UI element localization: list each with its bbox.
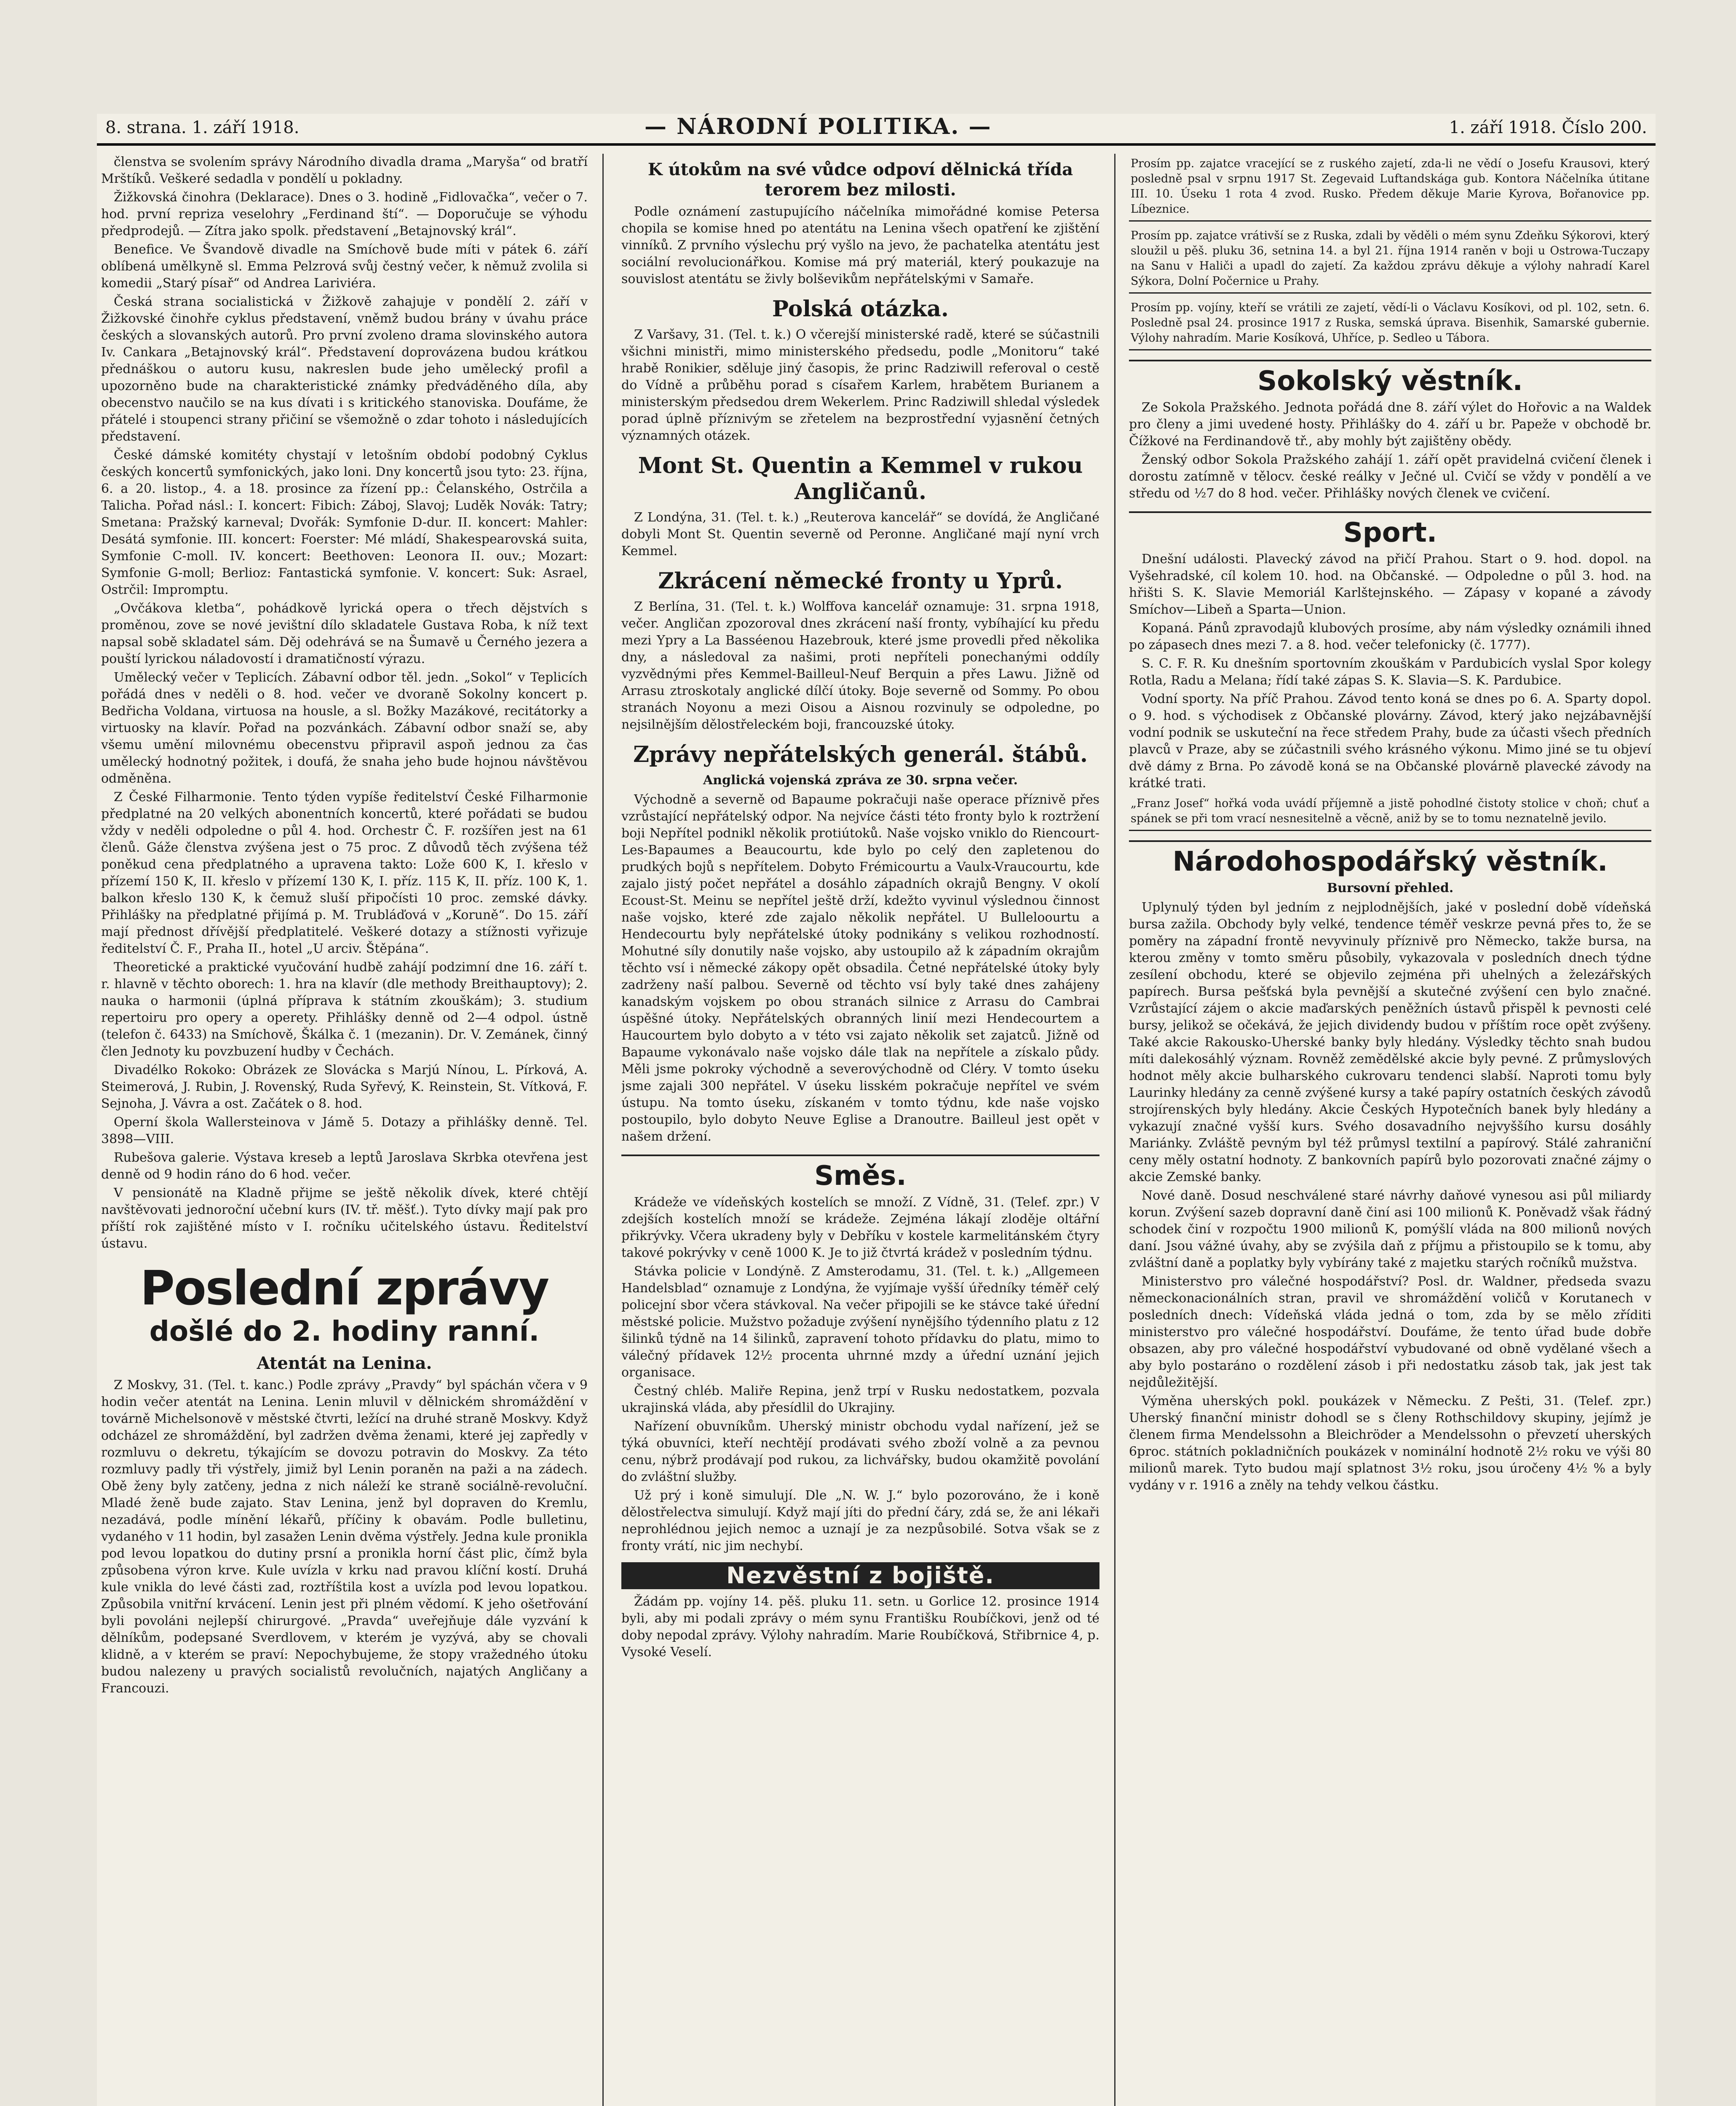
column-divider — [602, 154, 604, 2106]
article-paragraph: Z Londýna, 31. (Tel. t. k.) „Reuterova kancelář“ se dovídá, že Angličané dobyli Mont St. Quentin severně od Peronne. Angličané mají nyní vrch Kemmel. — [621, 510, 1099, 559]
article-paragraph: Rubešova galerie. Výstava kreseb a leptů Jaroslava Skrbka otevřena jest denně od 9 hodin ráno do 6 hod. večer. — [101, 1150, 588, 1182]
article-paragraph: členstva se svolením správy Národního divadla drama „Maryša“ od bratří Mrštíků. Veškeré sedadla v pondělí u pokladny. — [101, 155, 588, 186]
article-paragraph: Z Berlína, 31. (Tel. t. k.) Wolffova kancelář oznamuje: 31. srpna 1918, večer. Angličan zpozoroval dnes zkrácení naší fronty, vybíhající ku předu mezi Ypry a La Basséenou Hazebrouk, které jsme provedli před několika dny, a následoval za našimi, proti nepříteli ponechanými oddíly vyzvědnými přes Kemmel-Bailleul-Neuf Berquin a přes Lawu. Jižně od Arrasu ztroskotaly anglické dílčí útoky. Boje severně od Sommy. Po obou stranách Noyonu a mezi Oisou a Aisnou rozvinuly se odpoledne, po nejsilnějším dělostřeleckém boji, francouzské útoky. — [621, 599, 1099, 732]
article-paragraph: Operní škola Wallersteinova v Jámě 5. Dotazy a přihlášky denně. Tel. 3898—VIII. — [101, 1115, 588, 1147]
article-paragraph: Ministerstvo pro válečné hospodářství? Posl. dr. Waldner, předseda svazu německonacionálních stran, pravil ve shromáždění voličů v Korutanech v posledních dnech: Vídeňská vláda jedná o tom, zda by se mělo zříditi ministerstvo pro válečné hospodářství. Doufáme, že tento úřad bude dobře obsazen, aby pro válečné hospodářství vybudované od obně vydělané všech a aby bylo postaráno o rozdělení zásob i při nedostatku zásob tak, jak jest tak nejdůležitější. — [1129, 1274, 1651, 1390]
article-paragraph: Žádám pp. vojíny 14. pěš. pluku 11. setn. u Gorlice 12. prosince 1914 byli, aby mi podali zprávy o mém synu Františku Roubíčkovi, jenž od té doby nepodal zprávy. Výlohy nahradím. Marie Roubíčková, Střibrnice 4, p. Vysoké Veselí. — [621, 1594, 1099, 1660]
column-divider — [1114, 154, 1115, 2106]
article-paragraph: Nařízení obuvníkům. Uherský ministr obchodu vydal nařízení, jež se týká obuvníci, kteří nechtějí prodávati svého zboží volně a za pevnou cenu, nýbrž prodávají pod rukou, za lichvářsky, budou okamžitě povolání do zvláštní služby. — [621, 1419, 1099, 1484]
article-heading: Zprávy nepřátelských generál. štábů. — [633, 742, 1088, 767]
article-paragraph: Z Varšavy, 31. (Tel. t. k.) O včerejší ministerské radě, které se súčastnili všichni ministři, mimo ministerského předsedu, podle „Monitoru“ také hrabě Ronikier, sděluje jiný časopis, že princ Radziwill referoval o cestě do Vídně a průběhu porad s císařem Karlem, hrabětem Burianem a ministerským předsedou drem Wekerlem. Princ Radziwill shledal výsledek porad úplně příznivým se zřetelem na bezprostřední vyjasnění četných významných otázek. — [621, 327, 1099, 443]
section-banner: Nezvěstní z bojiště. — [621, 1562, 1099, 1589]
article-paragraph: Výměna uherských pokl. poukázek v Německu. Z Pešti, 31. (Telef. zpr.) Uherský finanční ministr dohodl se s členy Rothschildovy skupiny, jejímž je členem firma Mendelssohn a Bleichröder a Mendelssohn o převzetí uherských 6proc. státních pokladničních poukázek v nominální hodnotě 2½ roku ve výši 80 milionů marek. Tyto budou mají splatnost 3½ roku, jsou úročeny 4½ % a byly vydány v r. 1916 a zněly na tehdy velkou částku. — [1129, 1394, 1651, 1493]
article-paragraph: Uplynulý týden byl jedním z nejplodnějších, jaké v poslední době vídeňská bursa zažila. Obchody byly velké, tendence téměř veskrze pevná přes to, že se poměry na západní frontě nevyvinuly příznivě pro Německo, takže bursa, na kterou změny v tomto směru působily, vykazovala v posledních dnech týdne zesílení obchodu, které se objevilo zejména při uhelných a železářských papírech. Bursa pešťská byla pevnější a skutečné zvýšení cen bylo značné. Vzrůstající zájem o akcie maďarských peněžních ústavů přispěl k pevnosti celé bursy, jelikož se očekává, že jejich dividendy budou v příštím roce opět zvýšeny. Také akcie Rakousko-Uherské banky byly hledány. Výsledky těchto snah budou míti dalekosáhlý význam. Rovněž zemědělské akcie byly pevné. Z průmyslových hodnot měly akcie bulharského cukrovaru tendenci slabší. Naproti tomu byly Laurinky hledány za cenně zvýšené kursy a také papíry ostatních českých závodů strojírenských byly hledány. Akcie Českých Hypotečních banek byly hledány a vykazují značné vyšší kurs. Svého dosavadního nejvyššího kursu dosáhly Mariánky. Zvláště pevným byl též průmysl textilní a papírový. Stálé zahraniční ceny měly ostatní hodnoty. Z bankovních papírů bylo pozorovati značné zájmy o akcie Zemské banky. — [1129, 900, 1651, 1184]
column-3 — [1129, 154, 1651, 2106]
classified-notice: Prosím pp. vojíny, kteří se vrátili ze zajetí, vědí-li o Václavu Kosíkovi, od pl. 102, setn. 6. Posledně psal 24. prosince 1917 z Ruska, semská úprava. Bisenhik, Samarské gubernie. Výlohy nahradím. Marie Kosíková, Uhříce, p. Sedleo u Tábora. — [1129, 298, 1651, 350]
page-number-date: 8. strana. 1. září 1918. — [105, 118, 300, 137]
article-heading: Mont St. Quentin a Kemmel v rukou Angličanů. — [638, 453, 1083, 505]
advertisement: „Franz Josef“ hořká voda uvádí příjemně a jistě pohodlné čistoty stolice v choň; chuť a spánek se při tom vrací nesnesitelně a věcně, aniž by se to tomu neznatelně jevilo. — [1129, 794, 1651, 831]
article-heading: K útokům na své vůdce odpoví dělnická třída terorem bez milosti. — [647, 160, 1073, 200]
masthead-title: — NÁRODNÍ POLITIKA. — — [645, 114, 992, 139]
article-heading: Zkrácení německé fronty u Yprů. — [658, 568, 1063, 594]
article-heading: Polská otázka. — [772, 296, 949, 322]
header-rule — [97, 143, 1656, 146]
article-paragraph: Ženský odbor Sokola Pražského zahájí 1. září opět pravidelná cvičení členek i dorostu zatímně v tělocv. české reálky v Ječné ul. Cvičí se vždy v pondělí a ve středu od ½7 do 8 hod. večer. Přihlášky nových členek ve cvičení. — [1129, 452, 1651, 501]
article-paragraph: Divadélko Rokoko: Obrázek ze Slovácka s Marjú Nínou, L. Pírková, A. Steimerová, J. Rubin, J. Rovenský, Ruda Syřevý, K. Reinstein, St. Vítková, F. Sejnoha, J. Vávra a ost. Začátek o 8. hod. — [101, 1063, 588, 1111]
article-paragraph: Z České Filharmonie. Tento týden vypíše ředitelství České Filharmonie předplatné na 20 velkých abonentních koncertů, které pořádati se budou vždy v neděli odpoledne o půl 4. hod. Orchestr Č. F. rozšířen jest na 61 členů. Gáže členstva zvýšena jest o 75 proc. Z důvodů těch zvýšena též poněkud cena předplatného a upravena takto: Lože 600 K, I. křeslo v přízemí 150 K, II. křeslo v přízemí 130 K, I. příz. 115 K, II. příz. 100 K, 1. balkon křeslo 130 K, k čemuž sluší připočísti 10 proc. zemské dávky. Přihlášky na předplatné přijímá p. M. Trubláďová v „Koruně“. Do 15. září mají přednost dřívější předplatitelé. Veškeré dotazy a stížnosti vyřizuje ředitelství Č. F., Praha II., hotel „U arciv. Štěpána“. — [101, 790, 588, 956]
article-paragraph: Kopaná. Pánů zpravodajů klubových prosíme, aby nám výsledky oznámili ihned po zápasech dnes mezi 7. a 8. hod. večer telefonicky (č. 1777). — [1129, 621, 1651, 652]
article-paragraph: Stávka policie v Londýně. Z Amsterodamu, 31. (Tel. t. k.) „Allgemeen Handelsblad“ oznamuje z Londýna, že vyjímaje vyšší úředníky téměř celý policejní sbor včera stávkoval. Na večer připojili se ke stávce také úřední městské policie. Mužstvo požaduje zvýšení nynějšího týdenního platu z 12 šilinků týdně na 14 šilinků, zapravení tohoto přídavku do platu, mimo to válečný přídavek 12½ procenta uhrnné mzdy a úřední uznání jejich organisace. — [621, 1264, 1099, 1380]
issue-date-number: 1. září 1918. Číslo 200. — [1449, 118, 1647, 137]
article-paragraph: Krádeže ve vídeňských kostelích se množí. Z Vídně, 31. (Telef. zpr.) V zdejších kostelích množí se krádeže. Zejména lákají zloděje oltářní přikrývky. Včera ukradeny byly v Debříku v kostele karmelitánském čtyry takové pokrývky v ceně 1000 K. Je to již čtvrtá krádež v posledním týdnu. — [621, 1195, 1099, 1260]
article-paragraph: Žižkovská činohra (Deklarace). Dnes o 3. hodině „Fidlovačka“, večer o 7. hod. první repriza veselohry „Ferdinand ští“. — Doporučuje se výhodu předprodejů. — Zítra jako spolk. představení „Betajnovský král“. — [101, 190, 588, 238]
article-subheading: Anglická vojenská zpráva ze 30. srpna večer. — [703, 773, 1018, 788]
article-subheading: Bursovní přehled. — [1327, 881, 1454, 895]
article-paragraph: Východně a severně od Bapaume pokračuji naše operace příznivě přes vzrůstající nepřátelský odpor. Na nejvíce části této fronty bylo k roztržení boji Nepřítel podnikl několik protiútoků. Naše vojsko vniklo do Riencourt-Les-Bapaumes a Beaucourtu, kde bylo po celý den zapletenou do prudkých bojů s nepřítelem. Dobyto Frémicourtu a Vaulx-Vraucourtu, kde zajalo jistý počet nepřátel a dosáhlo západních okrajů Bengny. V okolí Ecoust-St. Meinu se nepřítel ještě drží, kdežto vyvinul výslednou činnost naše vojsko, které zde zajalo několik nepřátel. U Bulleloourtu a Hendecourtu byly nepřátelské útoky podnikány s velikou rozhodností. Mohutné síly donutily naše vojsko, aby ustoupilo až k západním okrajům těchto vsí i německé zákopy opět obsadila. Četné nepřátelské útoky byly zadrženy naší palbou. Severně od těchto vsí byly také dnes zahájeny kanadským vojskem po obou stranách silnice z Arrasu do Cambrai úspěšné útoky. Nepřátelských obranných linií mezi Hendecourtem a Haucourtem bylo dobyto a v této vsi zajato několik set zajatců. Jižně od Bapaume vykonávalo naše vojsko dále tlak na nepřítele a získalo půdy. Měli jsme pokroky východně a severovýchodně od Cléry. V tomto úseku jsme zajali 300 nepřátel. V úseku lisském pokračuje nepřítel ve svém ústupu. Na tomto úseku, získaném v tomto týdnu, kde naše vojsko postoupilo, bylo dobyto Neuve Eglise a Dranoutre. Bailleul jest opět v našem držení. — [621, 792, 1099, 1144]
classified-notice: Prosím pp. zajatce vracející se z ruského zajetí, zda-li ne vědí o Josefu Krausovi, který posledně psal v srpnu 1917 St. Zegevaid Luftandskága gub. Kontora Náčelníka útitane III. 10. Úseku 1 rota 4 zvod. Rusko. Předem děkuje Marie Kyrova, Bořanovice pp. Líbeznice. — [1129, 154, 1651, 222]
newspaper-page — [97, 114, 1656, 2106]
article-paragraph: Vodní sporty. Na příč Prahou. Závod tento koná se dnes po 6. A. Sparty dopol. o 9. hod. s východisek z Občanské plovárny. Závod, který jako nejzábavnější vodní podnik se uskuteční na řece středem Prahy, bude za účasti všech předních plavců v Praze, aby se zúčastnili svého krásného výkonu. Mimo jiné se tu objeví dvě dámy z Brna. Po závodě koná se na Občanské plovárně plavecké závody na krátké trati. — [1129, 692, 1651, 791]
column-1 — [101, 154, 588, 2106]
article-paragraph: Podle oznámení zastupujícího náčelníka mimořádné komise Petersa chopila se komise hned po atentátu na Lenina všech opatření ke zjištění vinníků. Z prvního výslechu prý vyšlo na jevo, že pachatelka atentátu jest sociální revolucionářkou. Komise má prý materiál, který poukazuje na souvislost atentátu se živly bolševikům nepřátelskými v Samaře. — [621, 204, 1099, 286]
article-paragraph: Umělecký večer v Teplicích. Zábavní odbor těl. jedn. „Sokol“ v Teplicích pořádá dnes v neděli o 8. hod. večer ve dvoraně Sokolny koncert p. Bedřicha Voldana, virtuosa na housle, a sl. Božky Mazákové, recitátorky a virtuosky na klavír. Pořad na pozvánkách. Zábavní odbor snaží se, aby všemu umění milovnému obecenstvu připravil aspoň jednou za čas umělecký hodnotný požitek, i doufá, že snaha jeho bude hojnou návštěvou odměněna. — [101, 670, 588, 786]
article-paragraph: Dnešní události. Plavecký závod na přičí Prahou. Start o 9. hod. dopol. na Vyšehradské, cíl kolem 10. hod. na Občanské. — Odpoledne o půl 3. hod. na hřišti S. K. Slavie Memoriál Karlštejnského. — Zápasy v kopané a závody Smíchov—Libeň a Sparta—Union. — [1129, 552, 1651, 617]
article-paragraph: České dámské komitéty chystají v letošním období podobný Cyklus českých koncertů symfonických, jako loni. Dny koncertů jsou tyto: 23. října, 6. a 20. listop., 4. a 18. prosince za řízení pp.: Čelanského, Ostrčila a Talicha. Pořad násl.: I. koncert: Fibich: Záboj, Slavoj; Luděk Novák: Tatry; Smetana: Pražský karneval; Dvořák: Symfonie D-dur. II. koncert: Mahler: Desátá symfonie. III. koncert: Foerster: Mé mládí, Shakespearovská suita, Symfonie C-moll. IV. koncert: Beethoven: Leonora II. ouv.; Mozart: Symfonie G-moll; Berlioz: Fantastická symfonie. V. koncert: Suk: Asrael, Ostrčil: Impromptu. — [101, 448, 588, 597]
article-paragraph: V pensionátě na Kladně přijme se ještě několik dívek, které chtějí navštěvovati jednoroční učební kurs (IV. tř. měšť.). Tyto dívky mají pak pro příští rok zajištěné místo v I. ročníku učitelského ústavu. Ředitelství ústavu. — [101, 1186, 588, 1251]
article-paragraph: S. C. F. R. Ku dnešním sportovním zkouškám v Pardubicích vyslal Spor kolegy Rotla, Radu a Melana; řídí také zápas S. K. Slavia—S. K. Pardubice. — [1129, 656, 1651, 688]
section-heading: Národohospodářský věstník. — [1129, 840, 1651, 877]
article-paragraph: Benefice. Ve Švandově divadle na Smíchově bude míti v pátek 6. září oblíbená umělkyně sl. Emma Pelzrová svůj čestný večer, k němuž zvolila si komedii „Starý písař“ od Andrea Lariviéra. — [101, 242, 588, 291]
article-paragraph: Nové daně. Dosud neschválené staré návrhy daňové vynesou asi půl miliardy korun. Zvýšení sazeb dopravní daně činí asi 100 milionů K. Poněvadž však řádný schodek činí v rozpočtu 1900 milionů K, pomýšlí vláda na 800 milionů nových daní. Jsou vážné úvahy, aby se zvýšila daň z příjmu a přistoupilo se k tomu, aby zvláštní daně a poplatky byly vybírány také z majetku starých ročníků mužstva. — [1129, 1188, 1651, 1270]
column-2 — [621, 154, 1099, 2106]
article-paragraph: Z Moskvy, 31. (Tel. t. kanc.) Podle zprávy „Pravdy“ byl spáchán včera v 9 hodin večer atentát na Lenina. Lenin mluvil v dělnickém shromáždění v továrně Michelsonově v městské čtvrti, ležící na druhé straně Moskvy. Když odcházel ze shromáždění, byl zadržen dvěma ženami, které jej zapředly v rozmluvu o dekretu, týkajícím se dovozu potravin do Moskvy. Za této rozmluvy padly tři výstřely, jimiž byl Lenin poraněn na paži a na zádech. Obě ženy byly zatčeny, jedna z nich náleží ke straně sociálně-revoluční. Mladé ženě bude zajato. Stav Lenina, jenž byl dopraven do Kremlu, nezadává, podle mínění lékařů, příčiny k obavám. Podle bulletinu, vydaného v 11 hodin, byl zasažen Lenin dvěma výstřely. Jedna kule pronikla pod levou lopatkou do dutiny prsní a pronikla horní část plic, čímž byla způsobena výron krve. Kule uvízla v krku nad pravou klíční kostí. Druhá kule vnikla do levé části zad, roztříštila kost a uvízla pod levou lopatkou. Způsobila vnitřní krvácení. Lenin jest při plném vědomí. K jeho ošetřování byli povoláni nejlepší chirurgové. „Pravda“ uveřejňuje dále vyzvání k dělníkům, podepsané Sverdlovem, v kterém je vyzývá, aby se chovali klidně, a v kterém se praví: Nepochybujeme, že stopy vražedného útoku budou nalezeny u pravých socialistů revolučních, najatých Angličany a Francouzi. — [101, 1378, 588, 1696]
classified-notice: Prosím pp. zajatce vrátivší se z Ruska, zdali by věděli o mém synu Zdeňku Sýkorovi, který sloužil u pěš. pluku 36, setnina 14. a byl 21. října 1914 raněn v boji u Ostrowa-Tuczapy na Sanu v Haliči a upadl do zajetí. Za každou zprávu děkuje a výlohy nahradí Karel Sýkora, Dolní Počernice u Prahy. — [1129, 226, 1651, 294]
section-heading: Sokolský věstník. — [1129, 360, 1651, 397]
article-heading: Atentát na Lenina. — [257, 1353, 432, 1373]
article-paragraph: Theoretické a praktické vyučování hudbě zahájí podzimní dne 16. září t. r. hlavně v těchto oborech: 1. hra na klavír (dle methody Breithauptovy); 2. nauka o harmonii (úplná příprava k státním zkouškám); 3. studium repertoiru pro opery a operety. Přihlášky denně od 2—4 odpol. ústně (telefon č. 6433) na Smíchově, Škálka č. 1 (mezanin). Dr. V. Zemánek, činný člen Jednoty ku povzbuzení hudby v Čechách. — [101, 960, 588, 1059]
latest-news-headline: Poslední zprávy — [140, 1261, 549, 1316]
article-paragraph: Česká strana socialistická v Žižkově zahajuje v pondělí 2. září v Žižkovské činohře cyklus představení, vněmž budou brány v úvahu práce českých a slovanských autorů. Pro první zvoleno drama slovinského autora Iv. Cankara „Betajnovský král“. Představení doprovázena budou krátkou přednáškou o autoru kusu, nakreslen bude jeho umělecký profil a upozorněno bude na charakteristické známky předváděného díla, aby obecenstvo naučilo se na kus dívati i s kritického stanoviska. Doufáme, že přátelé i stoupenci strany přičiní se všemožně o zdar tohoto i následujících představení. — [101, 294, 588, 444]
article-paragraph: Už prý i koně simulují. Dle „N. W. J.“ bylo pozorováno, že i koně dělostřelectva simulují. Když mají jíti do přední čáry, zdá se, že ani lékaři neprohlédnou jejich nemoc a uznají je za nezpůsobilé. Sotva však se z fronty vrátí, nic jim nechybí. — [621, 1488, 1099, 1553]
article-paragraph: Čestný chléb. Maliře Repina, jenž trpí v Rusku nedostatkem, pozvala ukrajinská vláda, aby přesídlil do Ukrajiny. — [621, 1384, 1099, 1415]
article-paragraph: „Ovčákova kletba“, pohádkově lyrická opera o třech dějstvích s proměnou, zove se nové jevištní dílo skladatele Gustava Roba, k níž text napsal sobě skladatel sám. Děj odehrává se na Šumavě u Černého jezera a pouští lyrickou náladovostí i dramatičností výrazu. — [101, 601, 588, 666]
section-heading: Směs. — [621, 1155, 1099, 1192]
article-paragraph: Ze Sokola Pražského. Jednota pořádá dne 8. září výlet do Hořovic a na Waldek pro členy a jimi uvedené hosty. Přihlášky do 4. září u br. Papeže v obchodě br. Čížkové na Ferdinandově tř., aby mohly být zajištěny obědy. — [1129, 400, 1651, 449]
section-heading: Sport. — [1129, 511, 1651, 548]
latest-news-subheadline: došlé do 2. hodiny ranní. — [149, 1315, 540, 1347]
page-header — [97, 114, 1656, 143]
